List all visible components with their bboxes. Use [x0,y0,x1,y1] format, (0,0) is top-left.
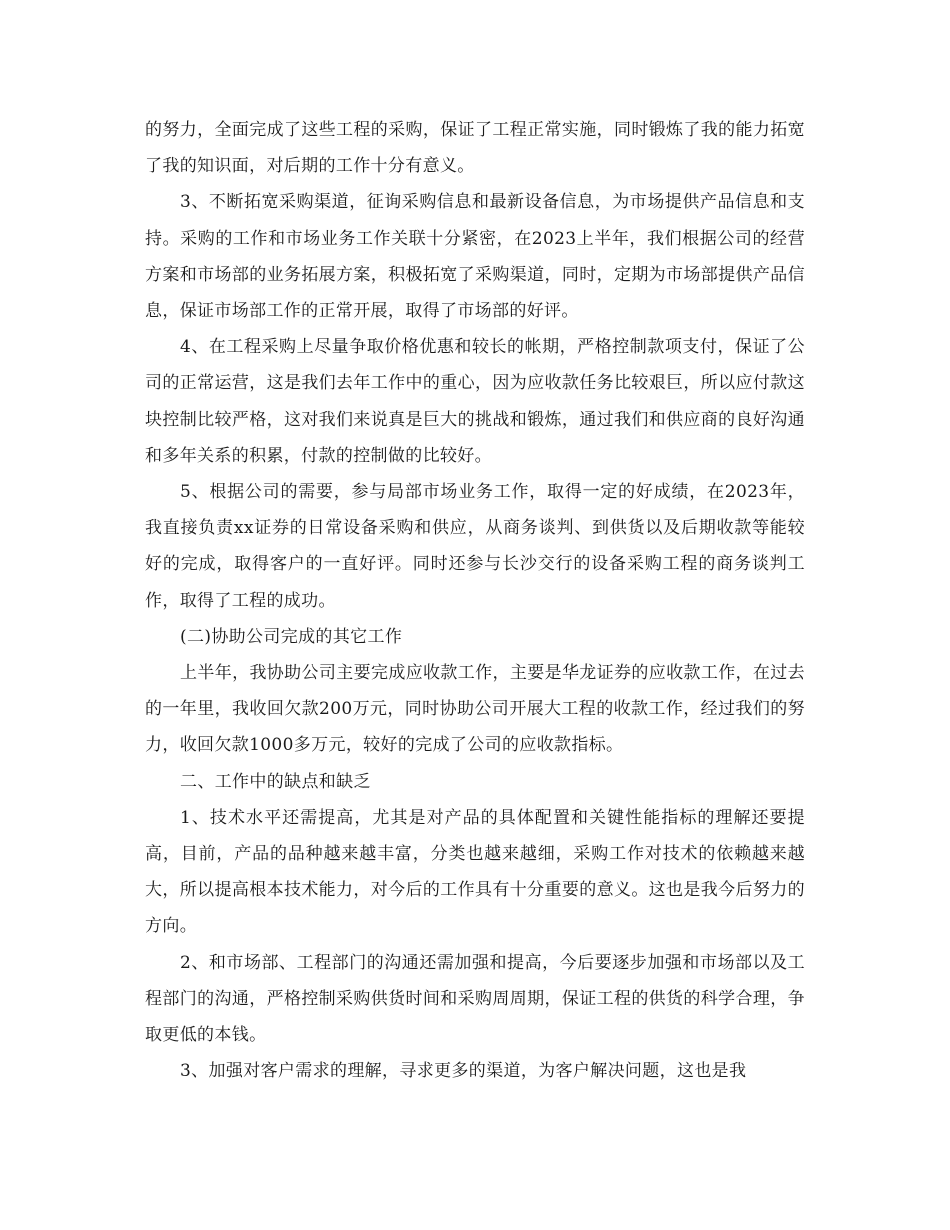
paragraph-continuation: 的努力，全面完成了这些工程的采购，保证了工程正常实施，同时锻炼了我的能力拓宽了我的知识面，对后期的工作十分有意义。 [145,120,805,177]
paragraph-item-3: 3、不断拓宽采购渠道，征询采购信息和最新设备信息，为市场提供产品信息和支持。采购的工作和市场业务工作关联十分紧密，在2023上半年，我们根据公司的经营方案和市场部的业务拓展方案，积极拓宽了采购渠道，同时，定期为市场部提供产品信息，保证市场部工作的正常开展，取得了市场部的好评。 [145,192,805,322]
section-heading-shortcomings: 二、工作中的缺点和缺乏 [180,771,371,792]
paragraph-item-4: 4、在工程采购上尽量争取价格优惠和较长的帐期，严格控制款项支付，保证了公司的正常运营，这是我们去年工作中的重心，因为应收款任务比较艰巨，所以应付款这块控制比较严格，这对我们来说真是巨大的挑战和锻炼，通过我们和供应商的良好沟通和多年关系的积累，付款的控制做的比较好。 [145,337,805,466]
paragraph-receivables: 上半年，我协助公司主要完成应收款工作，主要是华龙证券的应收款工作，在过去的一年里，我收回欠款200万元，同时协助公司开展大工程的收款工作，经过我们的努力，收回欠款1000多万元，较好的完成了公司的应收款指标。 [145,663,805,756]
paragraph-item-5: 5、根据公司的需要，参与局部市场业务工作，取得一定的好成绩，在2023年，我直接负责xx证券的日常设备采购和供应，从商务谈判、到供货以及后期收款等能较好的完成，取得客户的一直好评。同时还参与长沙交行的设备采购工程的商务谈判工作，取得了工程的成功。 [145,482,805,611]
document-body [145,112,805,1089]
paragraph-shortcoming-3: 3、加强对客户需求的理解，寻求更多的渠道，为客户解决问题，这也是我 [180,1061,747,1082]
paragraph-shortcoming-1: 1、技术水平还需提高，尤其是对产品的具体配置和关键性能指标的理解还要提高，目前，产品的品种越来越丰富，分类也越来越细，采购工作对技术的依赖越来越大，所以提高根本技术能力，对今后的工作具有十分重要的意义。这也是我今后努力的方向。 [145,807,805,937]
paragraph-shortcoming-2: 2、和市场部、工程部门的沟通还需加强和提高，今后要逐步加强和市场部以及工程部门的沟通，严格控制采购供货时间和采购周周期，保证工程的供货的科学合理，争取更低的本钱。 [145,952,805,1046]
section-heading-other-work: (二)协助公司完成的其它工作 [180,626,403,647]
